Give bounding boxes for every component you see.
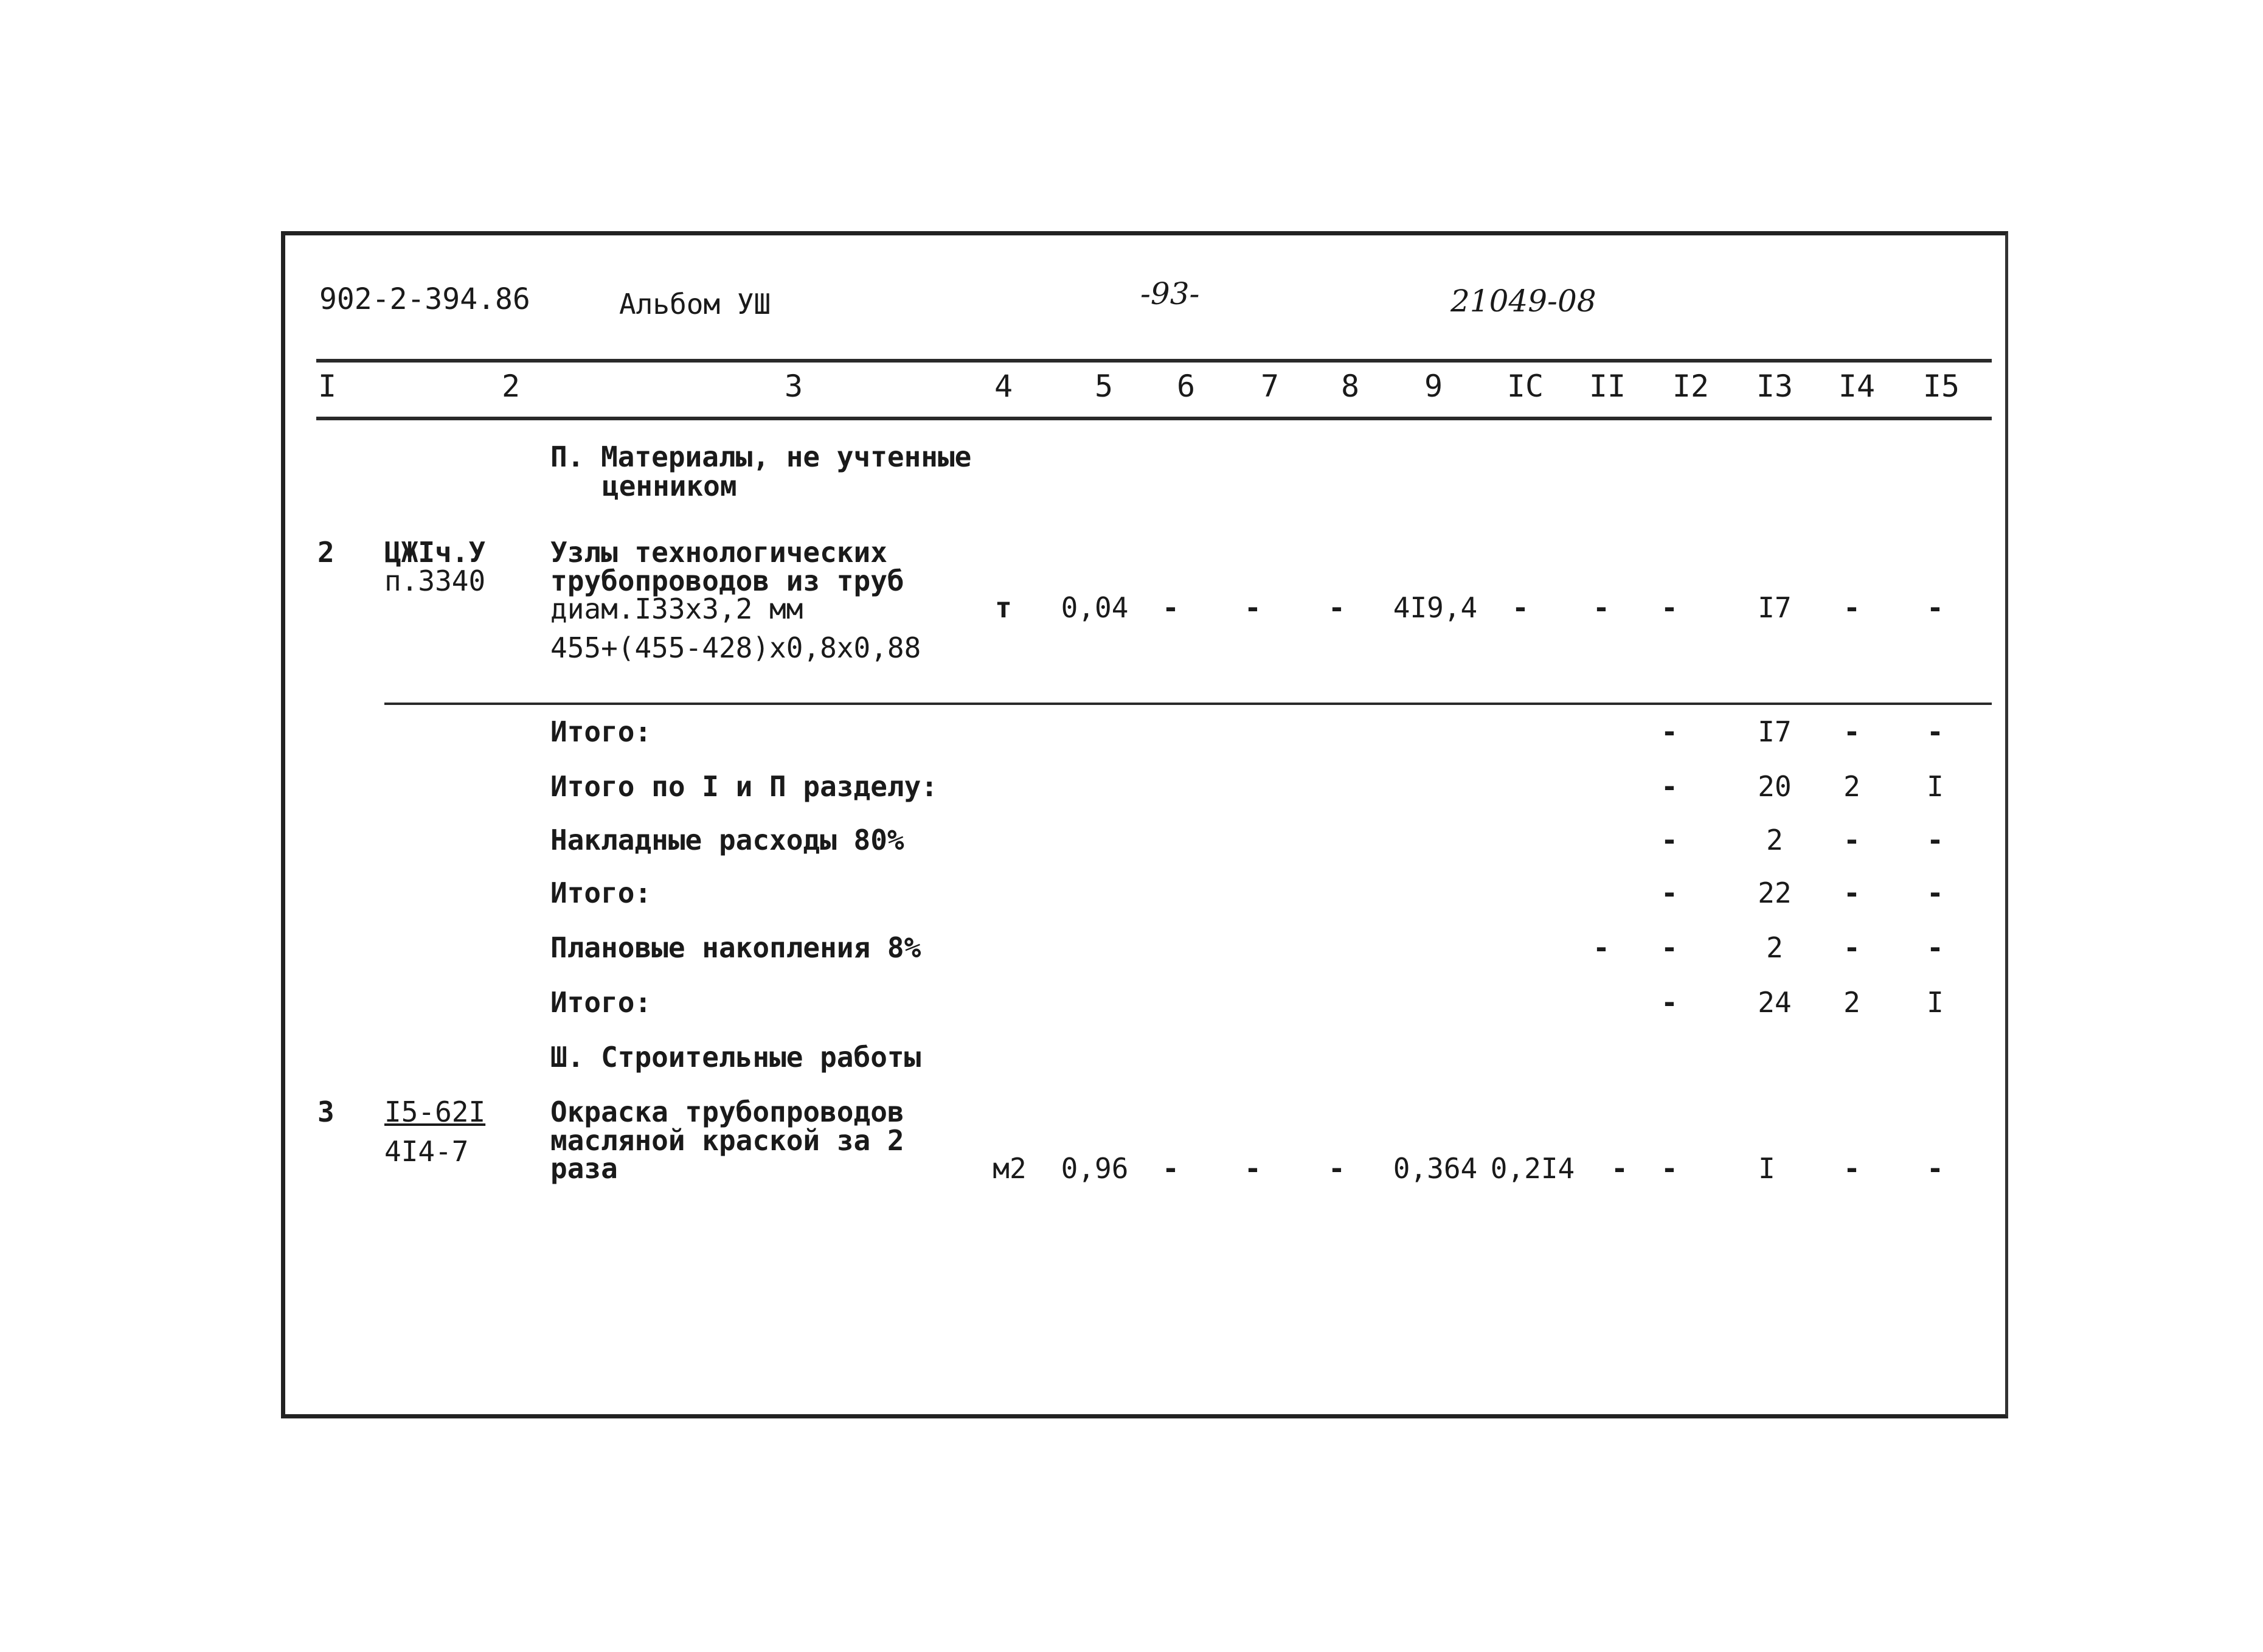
row3-c6: - (1162, 1152, 1179, 1185)
row3-code-line1: I5-62I (384, 1095, 486, 1128)
header-top-rule (316, 359, 1992, 363)
col-num-10: IC (1506, 369, 1544, 404)
col-num-9: 9 (1424, 369, 1443, 404)
row3-name-line3: раза (550, 1152, 618, 1185)
totals-c12: - (1661, 876, 1678, 909)
row2-c13: I7 (1758, 591, 1792, 624)
row2-c9: 4I9,4 (1393, 591, 1478, 624)
totals-label: Плановые накопления 8% (550, 931, 921, 964)
col-num-15: I5 (1922, 369, 1960, 404)
col-num-3: 3 (784, 369, 803, 404)
totals-label: Итого: (550, 986, 652, 1019)
col-num-2: 2 (501, 369, 521, 404)
row2-c11: - (1593, 591, 1610, 624)
row2-number: 2 (317, 536, 334, 569)
section3-title: Ш. Строительные работы (550, 1041, 921, 1074)
section2-title-line1: П. Материалы, не учтенные (550, 440, 972, 473)
row3-number: 3 (317, 1095, 334, 1128)
document-sheet (281, 231, 2008, 1418)
row3-unit: м2 (993, 1152, 1027, 1185)
totals-c13: 24 (1758, 986, 1792, 1019)
row2-name-line3: диам.I33х3,2 мм (550, 592, 803, 625)
totals-c12: - (1661, 770, 1678, 803)
row2-c14: - (1843, 591, 1860, 624)
totals-c15: - (1927, 715, 1944, 748)
totals-c14: - (1843, 931, 1860, 964)
row2-c15: - (1927, 591, 1944, 624)
row3-c11: - (1611, 1152, 1628, 1185)
section2-title-line2: ценником (602, 470, 737, 502)
row2-name-line1: Узлы технологических (550, 536, 887, 569)
col-num-6: 6 (1176, 369, 1196, 404)
row2-c6: - (1162, 591, 1179, 624)
row3-code-line2: 4I4-7 (384, 1135, 469, 1168)
totals-label: Итого: (550, 876, 652, 909)
row3-c9: 0,364 (1393, 1152, 1478, 1185)
row2-c7: - (1244, 591, 1261, 624)
row2-unit: т (995, 591, 1012, 624)
totals-c12: - (1661, 824, 1678, 856)
row2-c10: - (1512, 591, 1529, 624)
album-label: Альбом УШ (619, 288, 771, 321)
col-num-11: II (1589, 369, 1626, 404)
col-num-8: 8 (1340, 369, 1360, 404)
col-num-14: I4 (1838, 369, 1876, 404)
totals-c15: - (1927, 931, 1944, 964)
totals-c14: - (1843, 715, 1860, 748)
row3-name-line1: Окраска трубопроводов (550, 1095, 904, 1128)
totals-c11: - (1593, 931, 1610, 964)
totals-c12: - (1661, 986, 1678, 1019)
row3-c15: - (1927, 1152, 1944, 1185)
totals-c15: I (1927, 986, 1944, 1019)
header-bottom-rule (316, 417, 1992, 420)
totals-c12: - (1661, 715, 1678, 748)
col-num-7: 7 (1260, 369, 1280, 404)
totals-c14: 2 (1843, 986, 1860, 1019)
row2-c5: 0,04 (1061, 591, 1129, 624)
totals-label: Итого: (550, 715, 652, 748)
totals-c13: I7 (1758, 715, 1792, 748)
col-num-1: I (317, 369, 337, 404)
row3-c12: - (1661, 1152, 1678, 1185)
totals-c13: 20 (1758, 770, 1792, 803)
row3-c10: 0,2I4 (1490, 1152, 1575, 1185)
totals-c15: I (1927, 770, 1944, 803)
totals-c15: - (1927, 876, 1944, 909)
totals-rule (384, 703, 1992, 705)
doc-code: 902-2-394.86 (319, 282, 530, 316)
totals-c13: 2 (1766, 824, 1783, 856)
row3-c13: I (1758, 1152, 1775, 1185)
totals-c12: - (1661, 931, 1678, 964)
row2-c8: - (1328, 591, 1345, 624)
row2-formula: 455+(455-428)х0,8х0,88 (550, 631, 921, 664)
totals-c14: - (1843, 824, 1860, 856)
row3-c8: - (1328, 1152, 1345, 1185)
row2-code-line2: п.3340 (384, 564, 486, 597)
totals-label: Накладные расходы 80% (550, 824, 904, 856)
row2-name-line2: трубопроводов из труб (550, 564, 904, 597)
row3-c14: - (1843, 1152, 1860, 1185)
row3-c5: 0,96 (1061, 1152, 1129, 1185)
totals-c13: 22 (1758, 876, 1792, 909)
totals-c15: - (1927, 824, 1944, 856)
totals-label: Итого по I и П разделу: (550, 770, 938, 803)
totals-c13: 2 (1766, 931, 1783, 964)
document-number: 21049-08 (1450, 283, 1596, 319)
totals-c14: 2 (1843, 770, 1860, 803)
row2-code-line1: ЦЖIч.У (384, 536, 486, 569)
totals-c14: - (1843, 876, 1860, 909)
page-number: -93- (1140, 276, 1200, 311)
row3-c7: - (1244, 1152, 1261, 1185)
col-num-4: 4 (994, 369, 1013, 404)
col-num-13: I3 (1756, 369, 1793, 404)
col-num-5: 5 (1094, 369, 1114, 404)
row2-c12: - (1661, 591, 1678, 624)
row3-name-line2: масляной краской за 2 (550, 1124, 904, 1157)
col-num-12: I2 (1672, 369, 1710, 404)
